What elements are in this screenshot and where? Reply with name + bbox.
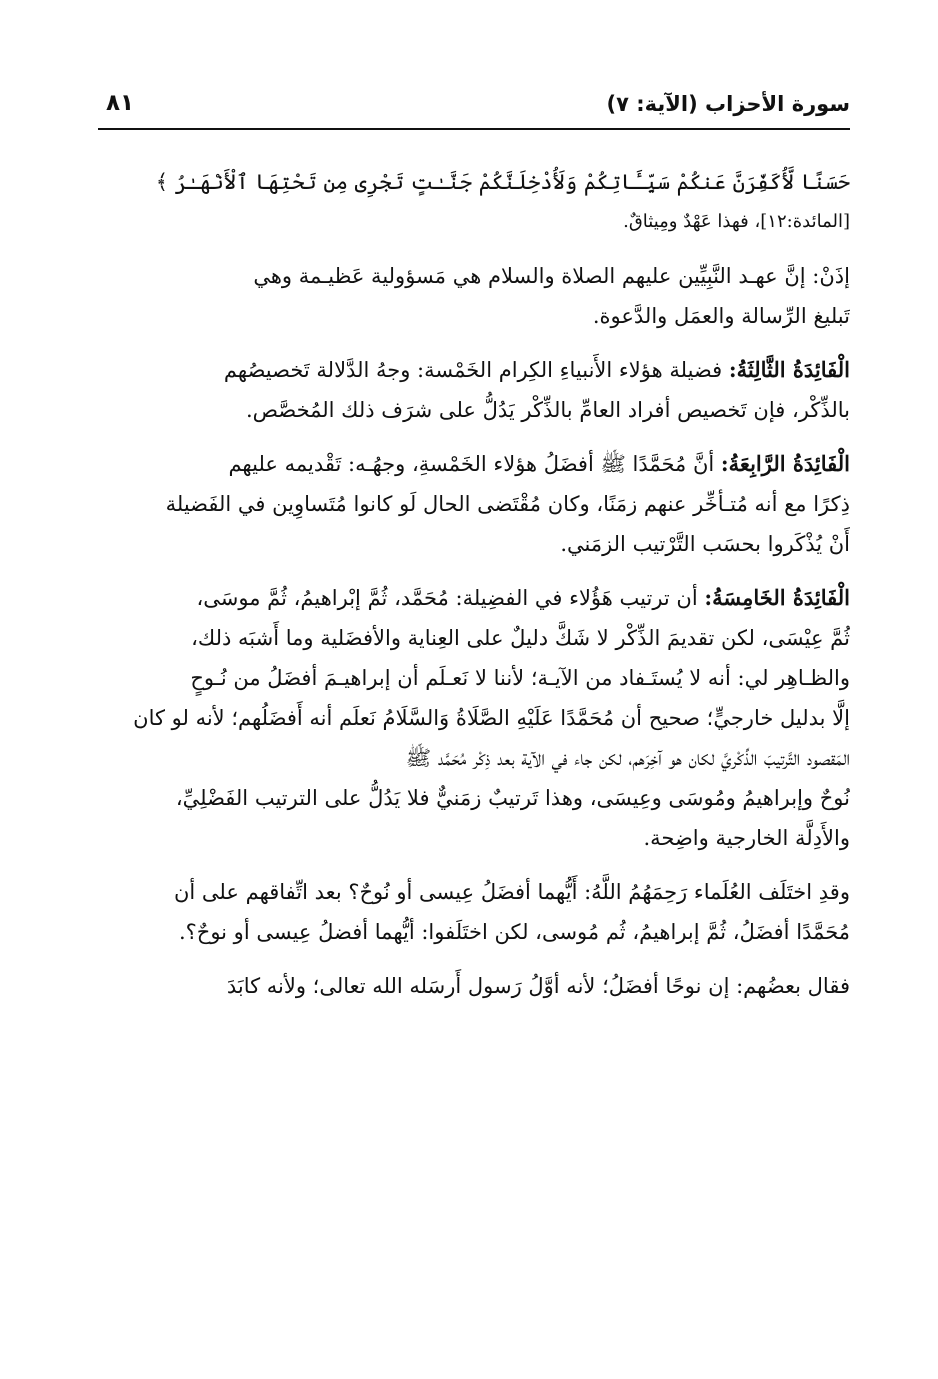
text-line: والأَدِلَّة الخارجية واضِحة. <box>643 826 850 850</box>
text-line: نُوحٌ وإبراهيمُ ومُوسَى وعِيسَى، وهذا تَرتيبٌ زمَنيٌّ فلا يَدُلُّ على الترتيب الفَضْلِيِّ، <box>175 786 850 810</box>
text-line: بالذِّكْر، فإن تَخصيص أفراد العامِّ بالذِّكْر يَدُلُّ على شرَف ذلك المُخصَّص. <box>245 398 850 422</box>
paragraph-conclusion <box>98 256 850 336</box>
running-title: سورة الأحزاب (الآية: ٧) <box>606 92 850 116</box>
text-line: فقال بعضُهم: إن نوحًا أفضَلُ؛ لأنه أوَّلُ رَسول أَرسَله الله تعالى؛ ولأنه كابَدَ <box>226 974 850 998</box>
text-line: تَبليغ الرِّسالة والعمَل والدَّعوة. <box>592 304 850 328</box>
page-body <box>98 162 850 1020</box>
page-number: ٨١ <box>106 90 135 116</box>
text-line: ثُمَّ عِيْسَى، لكن تقديمَ الذِّكْر لا شَكَّ دليلٌ على العِناية والأفضَلية وما أَشبَه ذلك، <box>191 626 850 650</box>
text-line: إلَّا بدليل خارجيٍّ؛ صحيح أن مُحَمَّدًا عَلَيْهِ الصَّلَاةُ وَالسَّلَامُ نَعلَم أنه أَفضَلُهم؛ لأنه لو كان <box>133 706 850 730</box>
quran-quote-paragraph <box>98 162 850 242</box>
text-line: إذَنْ: إنَّ عهـد النَّبِيِّين عليهم الصلاة والسلام هي مَسؤولية عَظيـمة وهي <box>253 264 850 288</box>
text-line: وقدِ اختَلَف العُلَماء رَحِمَهُمُ اللَّهُ: أَيُّهما أفضَلُ عِيسى أو نُوحٌ؟ بعد اتِّفاقهم على أن <box>174 880 850 904</box>
text-line <box>98 350 850 390</box>
text-line <box>98 444 850 484</box>
verse-citation-line: [المائدة:١٢]، فهذا عَهْدٌ ومِيثاقٌ. <box>623 211 850 232</box>
section-heading: الْفَائِدَةُ الثَّالِثَةُ: <box>728 357 850 382</box>
page-header <box>98 88 850 128</box>
paragraph-scholars-disagreement <box>98 872 850 952</box>
section-heading: الْفَائِدَةُ الرَّابِعَةُ: <box>720 451 850 476</box>
text-line: مُحَمَّدًا أفضَلُ، ثُمَّ إبراهيمُ، ثُم مُوسى، لكن اختَلَفوا: أيُّهما أفضلُ عِيسى أو نوحٌ؟. <box>178 920 850 944</box>
text-fragment: أن ترتيب هَؤُلاء في الفضِيلة: مُحَمَّد، ثُمَّ إبْراهيمُ، ثُمَّ موسَى، <box>196 586 705 610</box>
text-line: المَقصود التَّرتيبَ الذِّكْريَّ لكان هو آخِرَهم، لكن جاء في الآية بعد ذِكْر مُحَمَّد ﷺ <box>405 746 850 770</box>
header-divider <box>98 128 850 130</box>
paragraph-fourth-benefit <box>98 444 850 564</box>
text-fragment: فضيلة هؤلاء الأَنبياءِ الكِرام الخَمْسة: وجهُ الدَّلالة تَخصيصُهم <box>223 358 729 382</box>
text-line: والظـاهِر لي: أنه لا يُستَـفاد من الآيـة؛ لأننا لا نَعـلَم أن إبراهيـمَ أفضَلُ من نُـوحٍ <box>190 666 850 690</box>
paragraph-fifth-benefit <box>98 578 850 858</box>
paragraph-third-benefit <box>98 350 850 430</box>
text-line <box>98 578 850 618</box>
text-line: أَنْ يُذْكَروا بحسَب التَّرْتيب الزمَني. <box>560 532 850 556</box>
quran-verse-line: حَسَنًا لَّأُكَفِّرَنَّ عَنكُمْ سَيِّـَٔاتِكُمْ وَلَأُدْخِلَنَّكُمْ جَنَّـٰتٍ تَجْرِى مِن تَحْتِهَا ٱلْأَنْهَـٰرُ ﴾ <box>155 170 850 194</box>
paragraph-first-opinion <box>98 966 850 1006</box>
text-fragment: أنَّ مُحَمَّدًا ﷺ أفضَلُ هؤلاء الخَمْسةِ، وجهُـه: تَقْديمه عليهم <box>228 452 721 476</box>
section-heading: الْفَائِدَةُ الخَامِسَةُ: <box>704 585 850 610</box>
text-line: ذِكرًا مع أنه مُتـأخِّر عنهم زمَنًا، وكان مُقْتَضى الحال لَو كانوا مُتَساوِين في الفَضيلة <box>165 492 850 516</box>
